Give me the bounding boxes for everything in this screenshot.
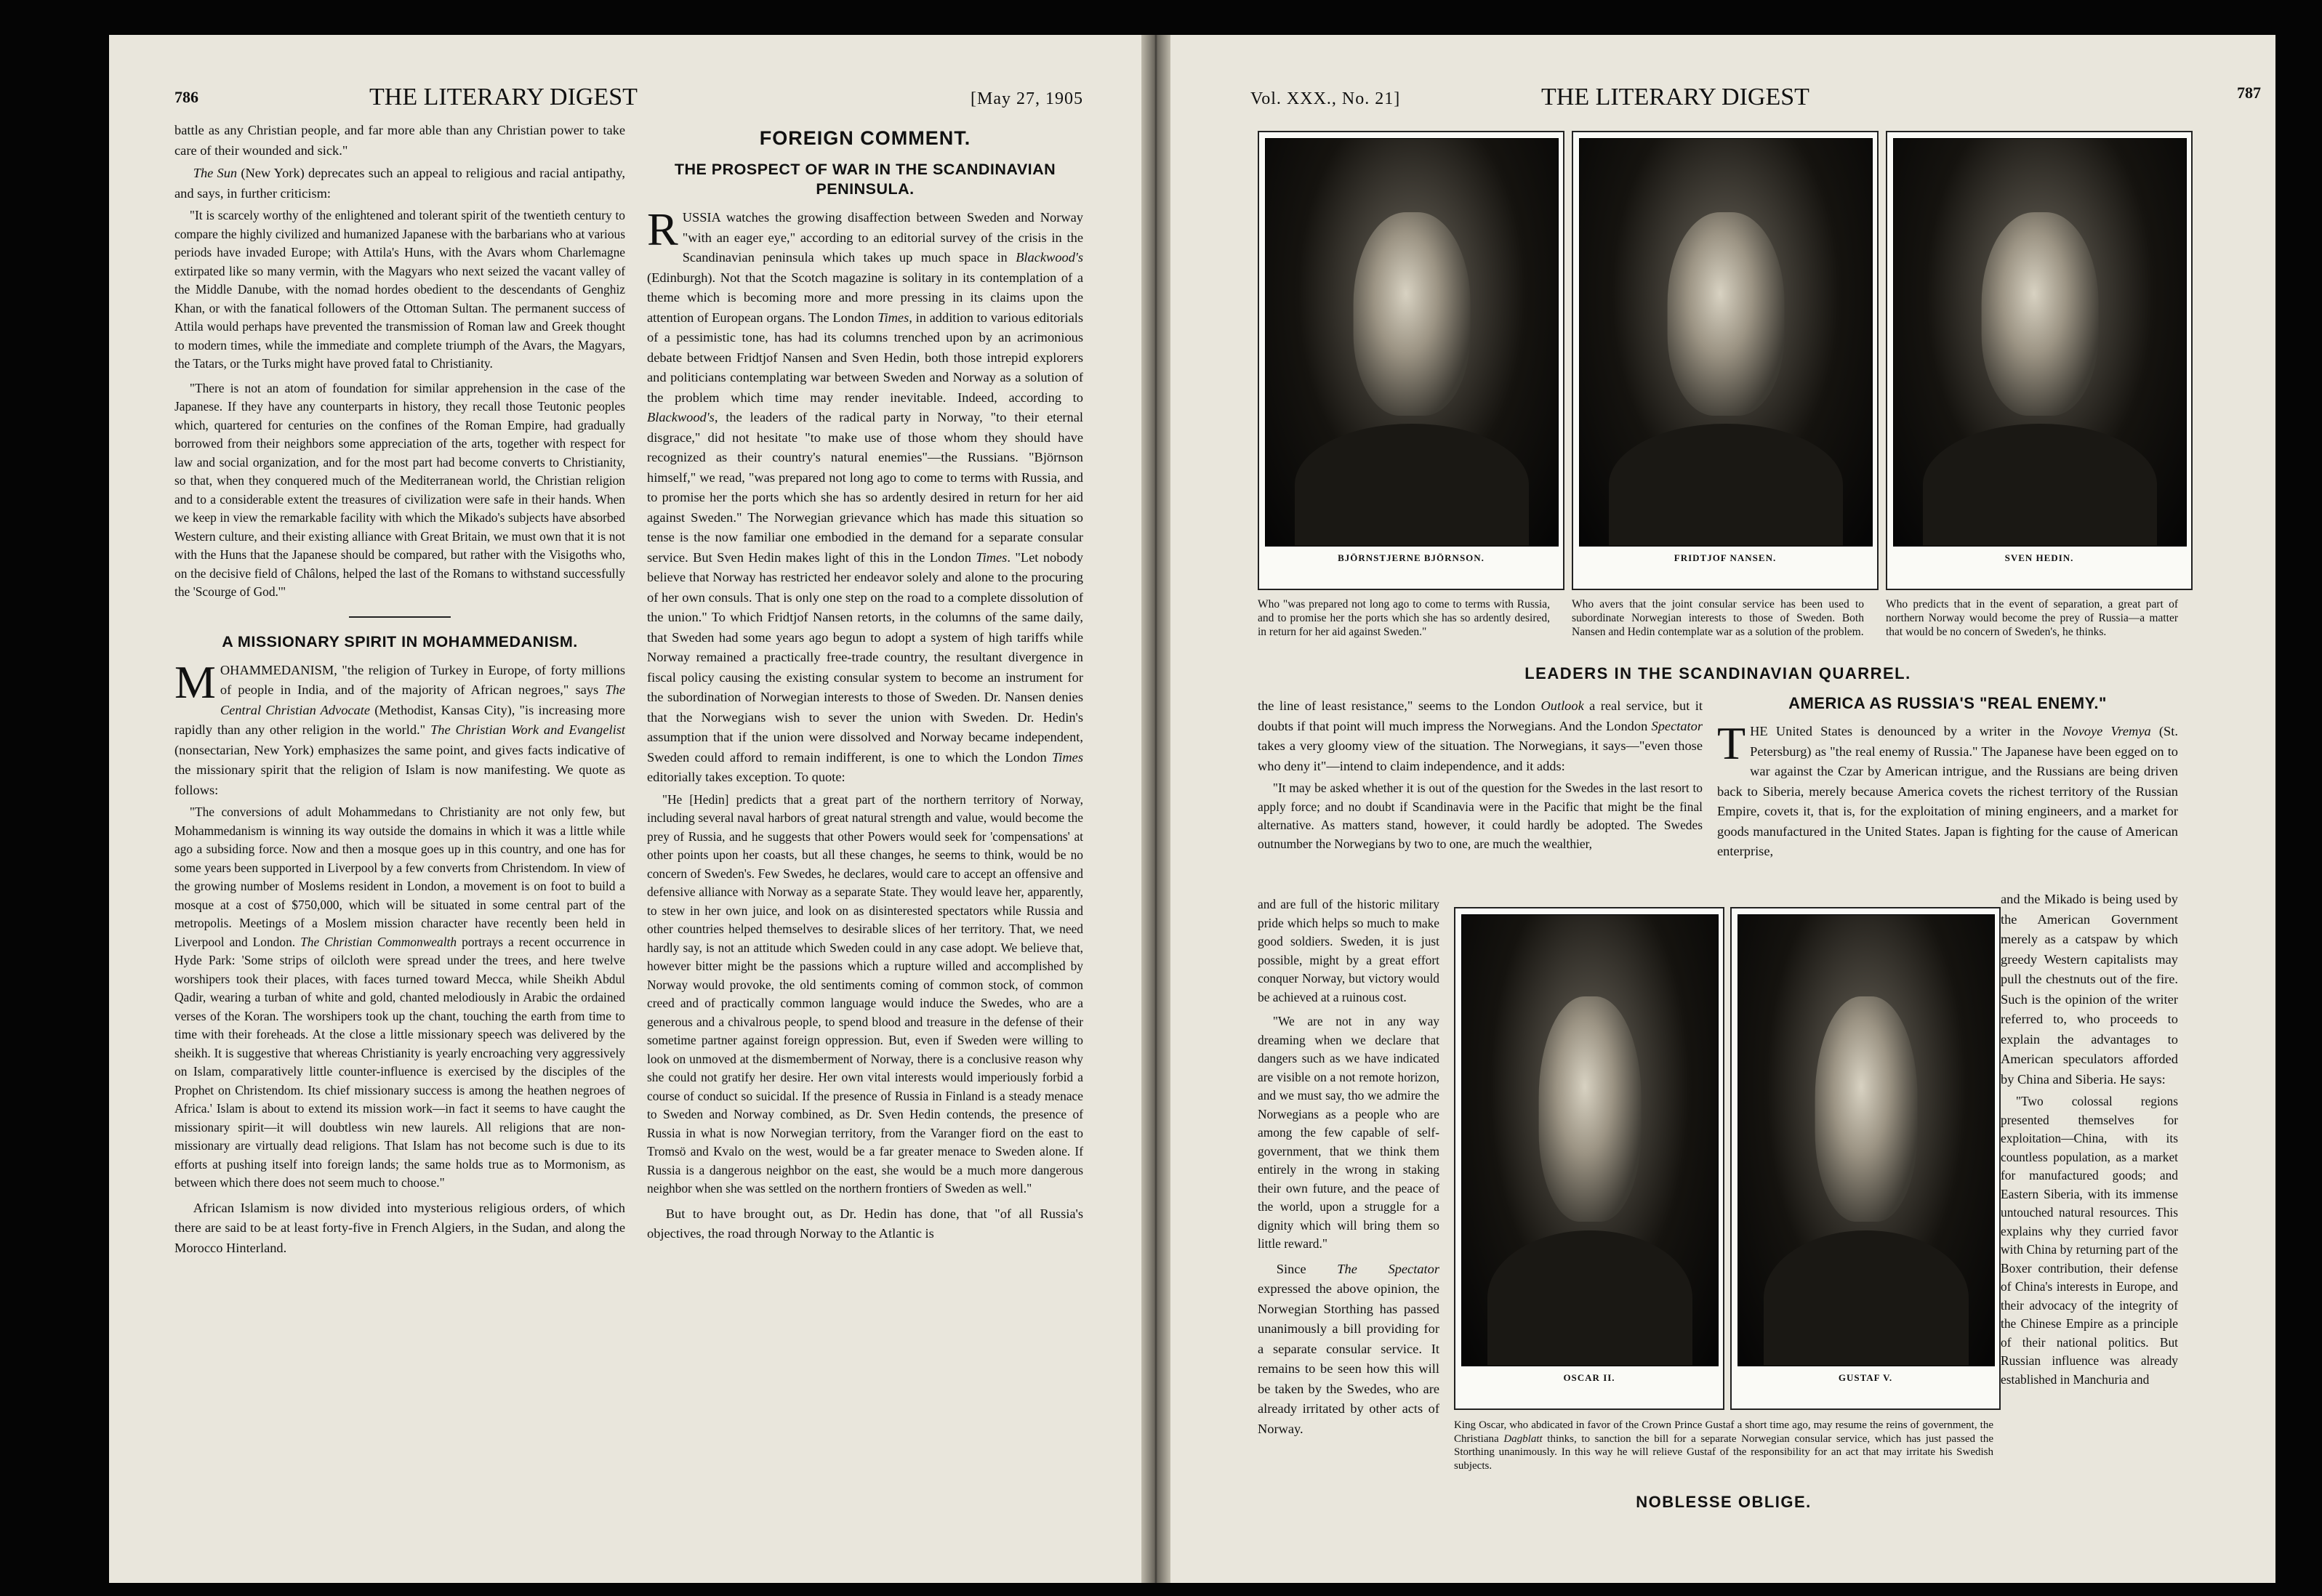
sun-quote-2: "There is not an atom of foundation for similar apprehension in the case of the Japanese. If they have any counterparts in history, they recall those Teutonic peoples which, quartered for centuries on the confines of the Roman Empire, had gradually borrowed from their neighbors some appreciation of the arts, together with respect for law and social organization, and for the most part had become converts to Christianity, so that, when they conquered much of the Mediterranean world, the Christian religion and to a considerable extent the treasures of civilization were safe in their hands. When we keep in view the remarkable facility with which the Mikado's subjects have absorbed Western culture, and their existing alliance with Great Britain, we must own that it is not with the Huns that the Japanese should be compared, but rather with the Visigoths who, on the decisive field of Châlons, helped the last of the Romans to withstand successfully the 'Scourge of God.'" bbox=[174, 380, 625, 599]
issue-date: [May 27, 1905 bbox=[971, 89, 1083, 108]
portrait-bjornson bbox=[1265, 138, 1559, 547]
right-column-2-narrow bbox=[2001, 890, 2178, 1395]
caption-nansen: Who avers that the joint consular service has been used to subordinate Norwegian interests to those of Sweden. Both Nansen and Hedin contemplate war as a solution of the problem. bbox=[1572, 598, 1864, 638]
book-gutter bbox=[1141, 35, 1170, 1583]
portrait-nansen-frame bbox=[1572, 131, 1879, 590]
portrait-name: BJÖRNSTJERNE BJÖRNSON. bbox=[1338, 552, 1485, 563]
running-title-right: THE LITERARY DIGEST bbox=[1541, 84, 1809, 110]
left-column-2 bbox=[647, 121, 1083, 1247]
left-running-head bbox=[174, 83, 1083, 112]
left-column-1 bbox=[174, 121, 625, 1261]
noblesse-caption: King Oscar, who abdicated in favor of the Crown Prince Gustaf a short time ago, may resume the reins of government, the Christiana Dagblatt thinks, to sanction the bill for a separate Norwegian consular service, which has just passed the Storthing unanimously. In this way he will relieve Gustaf of the responsibility for an act that may irritate his Swedish subjects. bbox=[1454, 1419, 1994, 1472]
storthing-paragraph: Since The Spectator expressed the above opinion, the Norwegian Storthing has passed unanimously a bill providing for a separate consular service. It remains to be seen how this will be taken by the Swedes, who are already irritated by other acts of Norway. bbox=[1258, 1261, 1439, 1436]
page-number-left: 786 bbox=[174, 88, 198, 106]
sun-title: The Sun bbox=[193, 166, 238, 180]
portrait-hedin bbox=[1893, 138, 2187, 547]
spectator-quote-2: "We are not in any way dreaming when we declare that dangers such as we have indicated are visible on a not remote horizon, and we must say, tho we admire the Norwegians as a people who are among the few capable of self-government, that we think them entirely in the wrong in staking their own future, and the peace of the world, upon a struggle for a dignity which will bring them so little reward." bbox=[1258, 1014, 1439, 1251]
dropcap-r: R bbox=[647, 203, 678, 255]
page-number-right: 787 bbox=[2237, 84, 2261, 102]
scandinavia-closing: But to have brought out, as Dr. Hedin has done, that "of all Russia's objectives, the road through Norway to the Atlantic is bbox=[647, 1206, 1083, 1241]
portrait-oscar bbox=[1461, 914, 1719, 1366]
closing-paragraph: African Islamism is now divided into mysterious religious orders, of which there are said to be at least forty-five in French Algiers, in the Sudan, and along the Morocco Hinterland. bbox=[174, 1200, 625, 1255]
times-quote: "He [Hedin] predicts that a great part of the northern territory of Norway, including several naval harbors of great natural strength and value, would become the prey of Russia, and he suggests that other Powers would seek for 'compensations' at other points upon her coasts, but all these changes, he seems to think, would be no concern of Sweden's. Few Swedes, he declares, would care to accept an offensive and defensive alliance with Norway as a separate State. They would leave her, apparently, to stew in her own juice, and look on as disinterested spectators while Russia and other countries helped themselves to desirable slices of her territory. That, we need hardly say, is not an attitude which Sweden could in any case adopt. We believe that, however bitter might be the passions which a rupture willed and accomplished by Norway would provoke, the old sentiments coming of common stock, of common creed and of practically common language would induce the Swedes, who are a generous and a chivalrous people, to spend blood and treasure in the defense of their sometime partner against foreign oppression. But, even if Sweden were willing to look on unmoved at the dismemberment of Norway, there is a conclusive reason why she could not gratify her desire. Her own vital interests would imperiously forbid a course of conduct so suicidal. If the presence of Russia in Finland is a steady menace to Sweden and Norway combined, as Dr. Sven Hedin contends, the presence of Russia in what is now Norwegian territory, from the Varanger fiord on the east to Tromsö and Kvalo on the west, would be a far greater menace to Sweden alone. If Russia is a dangerous neighbor on the east, she would be a much more dangerous neighbor when she was settled on the northern frontiers of Sweden as well." bbox=[647, 791, 1083, 1196]
outlook-paragraph: the line of least resistance," seems to the London Outlook a real service, but it doubts if that point will much impress the Norwegians. And the London Spectator takes a very gloomy view of the situation. The Norwegians, it says—"even those who deny it"—intend to claim independence, and it adds: bbox=[1258, 698, 1703, 773]
running-title-left: THE LITERARY DIGEST bbox=[369, 84, 638, 110]
sun-paragraph: The Sun (New York) deprecates such an appeal to religious and racial antipathy, and says, in further criticism: bbox=[174, 166, 625, 201]
right-page bbox=[1170, 35, 2275, 1583]
spectator-quote-1-cont: and are full of the historic military pride which helps so much to make good soldiers. Sweden, it is just possible, might by a great effort conquer Norway, but victory would be achieved at a ruinous cost. bbox=[1258, 897, 1439, 1004]
sun-quote-1: "It is scarcely worthy of the enlightened and tolerant spirit of the twentieth century to compare the highly civilized and humanized Japanese with the barbarians who at various periods have invaded Europe; with Attila's Huns, with the Avars whom Charlemagne extirpated like so many vermin, with the Magyars who next seized the vacant valley of the Middle Danube, with the nomad hordes obedient to the descendants of Genghiz Khan, or with the fanatical followers of the Ottoman Sultan. The permanent success of Attila would perhaps have prevented the transmission of Roman law and Greek thought to modern times, while the immediate and complete triumph of the Avars, the Magyars, the Tatars, or the Turks might have proved fatal to Christianity. bbox=[174, 208, 625, 371]
right-column-2-top bbox=[1717, 693, 2178, 865]
article-heading-scandinavia: THE PROSPECT OF WAR IN THE SCANDINAVIAN PENINSULA. bbox=[674, 161, 1056, 198]
section-rule bbox=[349, 616, 451, 618]
portrait-oscar-frame bbox=[1454, 907, 1724, 1410]
opening-text: battle as any Christian people, and far more able than any Christian power to take care of their wounded and sick." bbox=[174, 123, 625, 158]
section-title-foreign-comment: FOREIGN COMMENT. bbox=[759, 127, 971, 149]
article-heading-mohammedanism: A MISSIONARY SPIRIT IN MOHAMMEDANISM. bbox=[222, 632, 578, 650]
portrait-nansen bbox=[1579, 138, 1873, 547]
portrait-name: OSCAR II. bbox=[1563, 1372, 1615, 1383]
caption-hedin: Who predicts that in the event of separation, a great part of northern Norway would become the prey of Russia—a matter that would be no concern of Sweden's, he thinks. bbox=[1886, 598, 2178, 638]
leaders-caption-title: LEADERS IN THE SCANDINAVIAN QUARREL. bbox=[1524, 664, 1911, 682]
portrait-bjornson-frame bbox=[1258, 131, 1564, 590]
real-enemy-paragraph-cont: and the Mikado is being used by the American Government merely as a catspaw by which greedy Western capitalists may pull the chestnuts out of the fire. Such is the opinion of the writer referred to, who proceeds to explain the advantages to American speculators afforded by China and Siberia. He says: bbox=[2001, 892, 2178, 1087]
scandinavia-paragraph: RUSSIA watches the growing disaffection between Sweden and Norway "with an eager eye," according to an editorial survey of the crisis in the Scandinavian peninsula which takes up much space in Blackwood's (Edinburgh). Not that the Scotch magazine is solitary in its contemplation of a theme which is becoming more and more pressing in its claims upon the attention of European organs. The London Times, in addition to various editorials of a pessimistic tone, has had its columns trenched upon by an acrimonious debate between Fridtjof Nansen and Sven Hedin, both those intrepid explorers and politicians contemplating war between Sweden and Norway as a solution of the problem which time may render inevitable. Indeed, according to Blackwood's, the leaders of the radical party in Norway, "to their eternal disgrace," did not hesitate "to make use of those whom they should have recognized as their country's natural enemies"—the Russians. "Björnson himself," we read, "was prepared not long ago to come to terms with Russia, and to promise her the ports which she has so ardently desired in return for her aid against Sweden." The Norwegian grievance which has made this situation so tense is the now familiar one embodied in the demand for a separate consular service. But Sven Hedin makes light of this in the London Times. "Let nobody believe that Norway has restricted her endeavor solely and alone to the procuring of her own consuls. That is only one step on the road to a complete dissolution of the union." To which Fridtjof Nansen retorts, in the columns of the same daily, that Sweden had some years ago begun to adopt a system of high tariffs while Norway remained a practically free-trade country, the resultant divergence in fiscal policy causing the existing consular system to become an instrument for the subordination of Norwegian interests to those of Sweden. Dr. Nansen denies that the Norwegians wish to sever the union with Sweden. Dr. Hedin's assumption that if the union were dissolved and Norway became independent, Sweden could afford to remain indifferent, is one to which the London Times editorially takes exception. To quote: bbox=[647, 203, 1084, 784]
dropcap-m: M bbox=[174, 656, 216, 708]
caption-bjornson: Who "was prepared not long ago to come to terms with Russia, and to promise her the ports which she has so ardently desired, in return for her aid against Sweden." bbox=[1258, 598, 1550, 638]
portrait-name: FRIDTJOF NANSEN. bbox=[1674, 552, 1777, 563]
article-heading-real-enemy: AMERICA AS RUSSIA'S "REAL ENEMY." bbox=[1788, 694, 2107, 712]
right-running-head bbox=[1250, 83, 2261, 112]
dropcap-t: T bbox=[1717, 717, 1746, 769]
noblesse-caption-title: NOBLESSE OBLIGE. bbox=[1636, 1493, 1812, 1511]
real-enemy-paragraph: THE United States is denounced by a writer in the Novoye Vremya (St. Petersburg) as "the real enemy of Russia." The Japanese have been egged on to war against the Czar by American intrigue, and the Russians are being driven back to Siberia, merely because America covets the richest territory of the Russian Empire, covets it, that is, for the exploitation of mining engineers, and a market for goods manufactured in the United States. Japan is fighting for the cause of American enterprise, bbox=[1717, 717, 2178, 858]
portrait-hedin-frame bbox=[1886, 131, 2193, 590]
novoye-vremya-quote: "Two colossal regions presented themselves for exploitation—China, with its countless population, as a market for manufactured goods; and Eastern Siberia, with its immense untouched natural resources. This explains why they curried favor with China by returning part of the Boxer contribution, their defense of China's interests in Europe, and their advocacy of the integrity of the Chinese Empire as a principle of their national politics. But Russian influence was already established in Manchuria and bbox=[2001, 1094, 2178, 1387]
mohammedanism-quote: "The conversions of adult Mohammedans to Christianity are not only few, but Mohammedanism is winning its way outside the domains in which it was a little while ago a subsiding force. Now and then a mosque goes up in this country, and one has for some years been supported in Liverpool by a few converts from Christendom. In view of the growing number of Moslems resident in London, a movement is on foot to build a mosque at a cost of $750,000, which will be situated in some central part of the metropolis. Meetings of a Moslem mission character have recently been held in Liverpool and London. The Christian Commonwealth portrays a recent occurrence in Hyde Park: 'Some strips of oilcloth were spread under the trees, and here twelve worshipers took their places, with faces turned toward Mecca, while Sheikh Abdul Qadir, wearing a turban of white and gold, chanted melodiously in Arabic the ordained verses of the Koran. The worshipers took up the chant, touching the earth from time to time with their foreheads. At the close a little missionary speech was delivered by the sheikh. It is suggestive that whereas Christianity is yearly encroaching very aggressively on Islam, comparatively little counter-influence is exercised by the disciples of the Prophet on Christendom. Its chief missionary success is among the heathen negroes of Africa.' Islam is about to extend its mission work—in fact it seems to have caught the missionary spirit—it will doubtless win new laurels. All religions that are non-missionary are virtually dead religions. That Islam has not become such is due to its efforts at pushing itself into foreign lands; the same holds true as to Mormonism, as between which there does not seem much to choose." bbox=[174, 805, 625, 1190]
portrait-name: SVEN HEDIN. bbox=[2004, 552, 2074, 563]
portrait-gustaf bbox=[1738, 914, 1995, 1366]
left-page bbox=[109, 35, 1141, 1583]
mohammedanism-paragraph: MOHAMMEDANISM, "the religion of Turkey in Europe, of forty millions of people in India, and of the majority of African negroes," says The Central Christian Advocate (Methodist, Kansas City), "is increasing more rapidly than any other religion in the world." The Christian Work and Evangelist (nonsectarian, New York) emphasizes the same point, and gives facts indicative of the missionary spirit that the religion of Islam is now manifesting. We quote as follows: bbox=[174, 656, 625, 797]
volume-number: Vol. XXX., No. 21] bbox=[1250, 89, 1401, 108]
right-column-1-top bbox=[1258, 696, 1703, 859]
portrait-name: GUSTAF V. bbox=[1838, 1372, 1893, 1383]
right-column-1-narrow bbox=[1258, 892, 1439, 1442]
spectator-quote-1: "It may be asked whether it is out of the question for the Swedes in the last resort to apply force; and no doubt if Scandinavia were in the Pacific that might be the final alternative. As matters stand, however, it could hardly be adopted. The Swedes outnumber the Norwegians by two to one, are much the wealthier, bbox=[1258, 781, 1703, 851]
portrait-gustaf-frame bbox=[1730, 907, 2001, 1410]
